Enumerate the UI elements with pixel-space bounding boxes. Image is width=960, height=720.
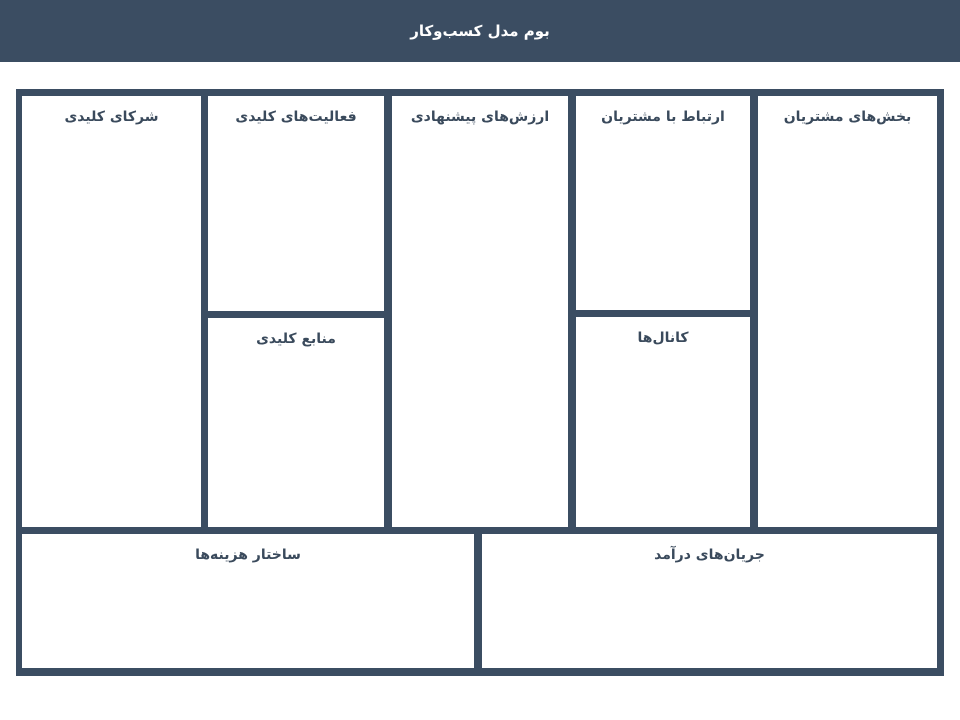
cost-structure-title: ساختار هزینه‌ها xyxy=(195,547,301,563)
customer-relationships-title: ارتباط با مشتریان xyxy=(601,109,725,125)
value-propositions-block[interactable] xyxy=(392,96,568,527)
key-resources-block[interactable] xyxy=(208,318,384,527)
customer-segments-title: بخش‌های مشتریان xyxy=(783,109,912,125)
key-partners-block[interactable] xyxy=(22,96,201,527)
key-resources-title: منابع کلیدی xyxy=(256,331,336,347)
revenue-streams-title: جریان‌های درآمد xyxy=(654,547,765,563)
business-model-canvas xyxy=(16,89,944,676)
channels-block[interactable] xyxy=(576,317,750,527)
cost-structure-block[interactable] xyxy=(22,534,474,668)
channels-title: کانال‌ها xyxy=(637,330,689,346)
page-header xyxy=(0,0,960,62)
key-activities-title: فعالیت‌های کلیدی xyxy=(235,109,357,125)
key-partners-title: شرکای کلیدی xyxy=(64,109,159,125)
key-activities-block[interactable] xyxy=(208,96,384,311)
customer-segments-block[interactable] xyxy=(758,96,937,527)
value-propositions-title: ارزش‌های پیشنهادی xyxy=(410,109,550,125)
revenue-streams-block[interactable] xyxy=(482,534,937,668)
page-title: بوم مدل کسب‌وکار xyxy=(410,22,550,40)
customer-relationships-block[interactable] xyxy=(576,96,750,310)
